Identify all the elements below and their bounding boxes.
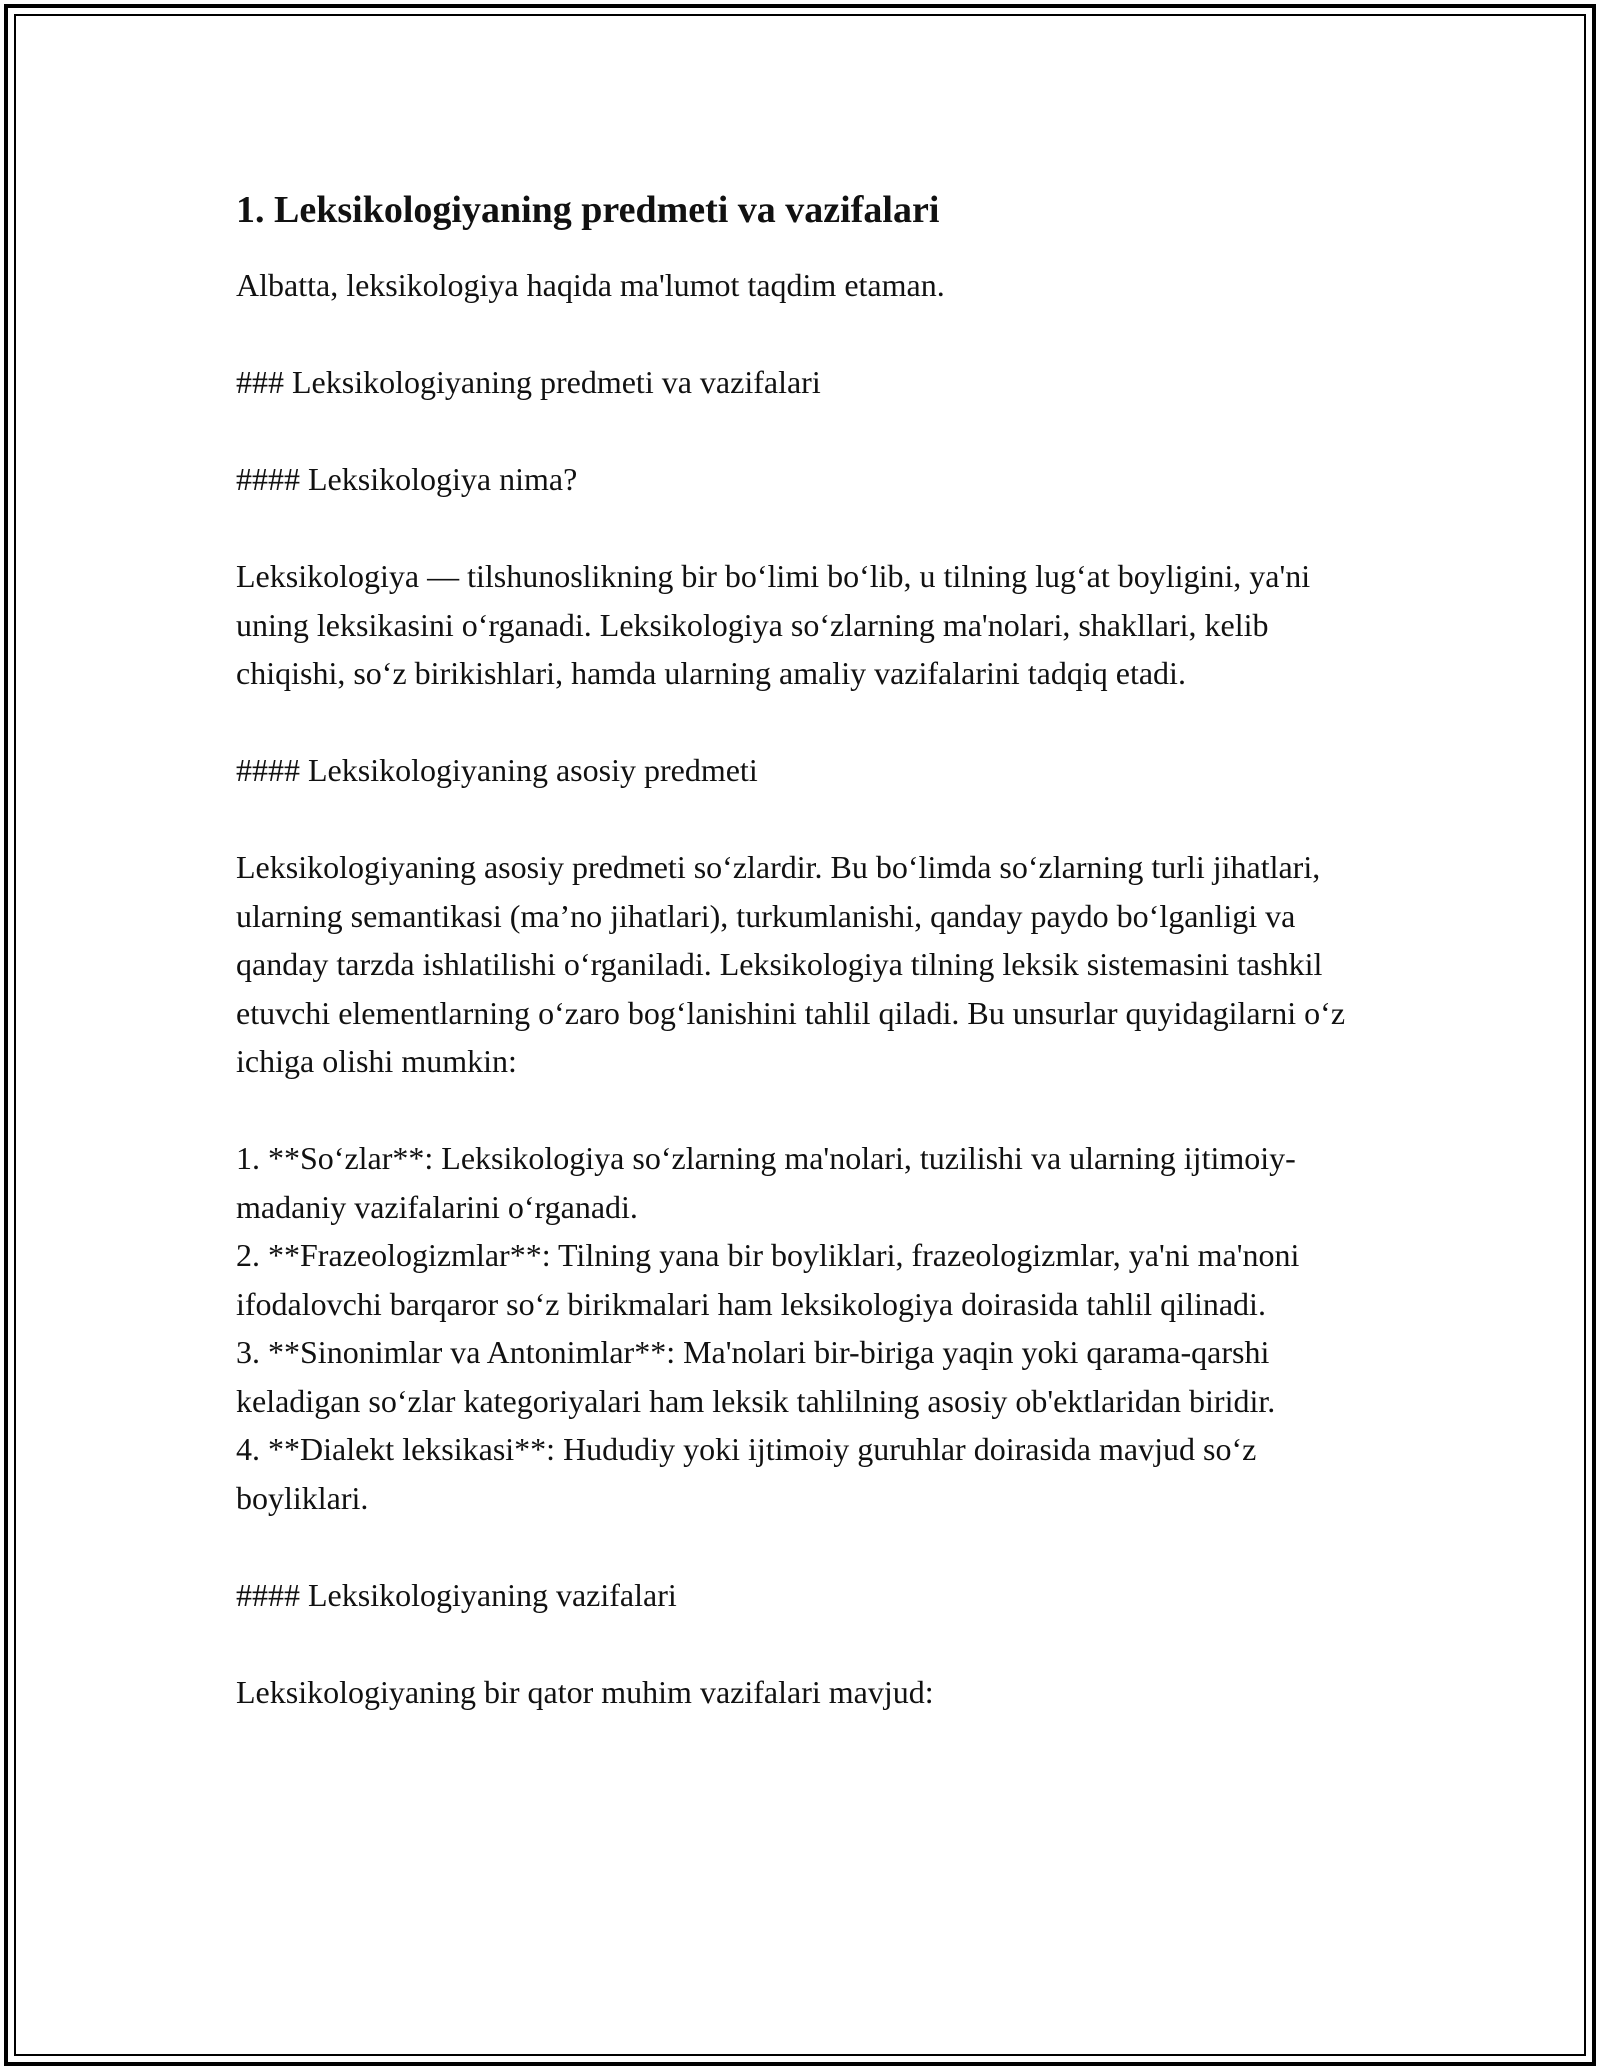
document-body xyxy=(236,185,1366,1765)
list-item: 3. **Sinonimlar va Antonimlar**: Ma'nolari bir-biriga yaqin yoki qarama-qarshi keladigan so‘zlar kategoriyalari ham leksik tahlilning asosiy ob'ektlaridan biridir. xyxy=(236,1334,1276,1419)
list-item: 1. **So‘zlar**: Leksikologiya so‘zlarning ma'nolari, tuzilishi va ularning ijtimoiy-madaniy vazifalarini o‘rganadi. xyxy=(236,1140,1296,1225)
what-paragraph: Leksikologiya — tilshunoslikning bir bo‘limi bo‘lib, u tilning lug‘at boyligini, ya'ni uning leksikasini o‘rganadi. Leksikologiya so‘zlarning ma'nolari, shakllari, kelib chiqishi, so‘z birikishlari, hamda ularning amaliy vazifalarini tadqiq etadi. xyxy=(236,558,1311,691)
subject-paragraph: Leksikologiyaning asosiy predmeti so‘zlardir. Bu bo‘limda so‘zlarning turli jihatlari, ularning semantikasi (ma’no jihatlari), turkumlanishi, qanday paydo bo‘lganligi va qanday tarzda ishlatilishi o‘rganiladi. Leksikologiya tilning leksik sistemasini tashkil etuvchi elementlarning o‘zaro bog‘lanishini tahlil qiladi. Bu unsurlar quyidagilarni o‘z ichiga olishi mumkin: xyxy=(236,849,1346,1079)
heading-h3-line: ### Leksikologiyaning predmeti va vazifalari xyxy=(236,364,821,400)
heading-tasks-line: #### Leksikologiyaning vazifalari xyxy=(236,1576,677,1613)
tasks-paragraph: Leksikologiyaning bir qator muhim vazifalari mavjud: xyxy=(236,1673,934,1710)
heading-what-line: #### Leksikologiya nima? xyxy=(236,461,578,497)
numbered-list xyxy=(236,1134,1366,1522)
intro-paragraph: Albatta, leksikologiya haqida ma'lumot taqdim etaman. xyxy=(236,267,945,303)
section-title: 1. Leksikologiyaning predmeti va vazifalari xyxy=(236,189,940,231)
list-item: 2. **Frazeologizmlar**: Tilning yana bir boyliklari, frazeologizmlar, ya'ni ma'noni ifodalovchi barqaror so‘z birikmalari ham leksikologiya doirasida tahlil qilinadi. xyxy=(236,1237,1300,1322)
list-item: 4. **Dialekt leksikasi**: Hududiy yoki ijtimoiy guruhlar doirasida mavjud so‘z boyliklari. xyxy=(236,1431,1257,1516)
heading-subject-line: #### Leksikologiyaning asosiy predmeti xyxy=(236,752,758,788)
